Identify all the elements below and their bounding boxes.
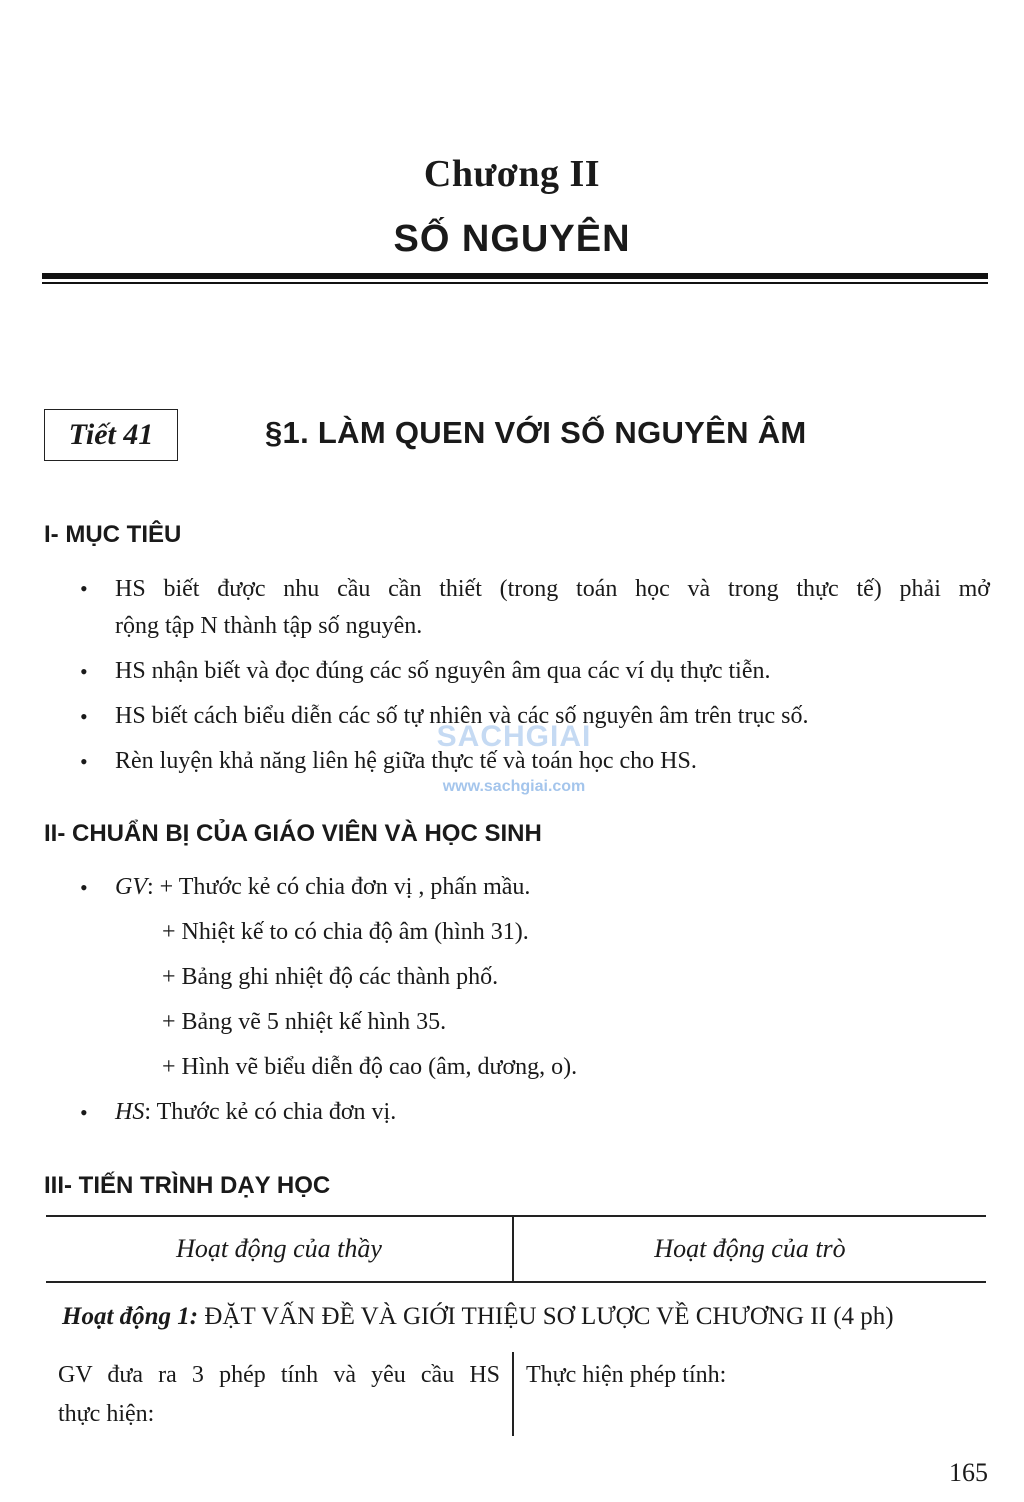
teacher-activity-text-continued: thực hiện: xyxy=(58,1401,155,1427)
hs-prep-line xyxy=(115,1093,396,1131)
chapter-divider-thin xyxy=(42,282,988,284)
chapter-title: SỐ NGUYÊN xyxy=(393,218,631,260)
chapter-label: Chương II xyxy=(423,153,601,195)
hs-label: HS xyxy=(115,1099,145,1125)
bullet-icon: • xyxy=(80,704,88,729)
table-top-border xyxy=(46,1215,986,1217)
objective-item-continued: rộng tập N thành tập số nguyên. xyxy=(115,613,423,639)
hs-prep-item: : Thước kẻ có chia đơn vị. xyxy=(144,1099,397,1125)
lesson-title: §1. LÀM QUEN VỚI SỐ NGUYÊN ÂM xyxy=(265,415,807,450)
gv-prep-item: + Bảng vẽ 5 nhiệt kế hình 35. xyxy=(162,1009,447,1035)
activity-label: Hoạt động 1: xyxy=(62,1303,199,1330)
section-heading-preparation: II- CHUẨN BỊ CỦA GIÁO VIÊN VÀ HỌC SINH xyxy=(44,820,542,847)
objective-item: HS biết được nhu cầu cần thiết (trong toán học và trong thực tế) phải mở xyxy=(115,576,990,602)
bullet-icon: • xyxy=(80,1100,88,1125)
table-header-teacher: Hoạt động của thầy xyxy=(176,1234,382,1263)
page-number: 165 xyxy=(949,1458,988,1487)
gv-label: GV xyxy=(115,874,147,900)
bullet-icon: • xyxy=(80,659,88,684)
teacher-activity-text: GV đưa ra 3 phép tính và yêu cầu HS xyxy=(58,1362,500,1388)
objective-item: Rèn luyện khả năng liên hệ giữa thực tế và toán học cho HS. xyxy=(115,748,697,774)
bullet-icon: • xyxy=(80,576,88,601)
chapter-divider xyxy=(42,273,988,279)
table-header-student: Hoạt động của trò xyxy=(654,1234,846,1263)
watermark-logo: SACHGIAI xyxy=(436,720,592,753)
activity-title: ĐẶT VẤN ĐỀ VÀ GIỚI THIỆU SƠ LƯỢC VỀ CHƯƠNG II (4 ph) xyxy=(198,1303,894,1330)
bullet-icon: • xyxy=(80,875,88,900)
section-heading-procedure: III- TIẾN TRÌNH DẠY HỌC xyxy=(44,1172,331,1199)
gv-prep-line xyxy=(115,868,530,906)
bullet-icon: • xyxy=(80,749,88,774)
activity-row-title xyxy=(62,1303,894,1331)
objective-item: HS nhận biết và đọc đúng các số nguyên âm qua các ví dụ thực tiễn. xyxy=(115,658,771,684)
gv-prep-item: + Nhiệt kế to có chia độ âm (hình 31). xyxy=(162,919,529,945)
table-header-border xyxy=(46,1281,986,1283)
gv-prep-item: : + Thước kẻ có chia đơn vị , phấn mầu. xyxy=(147,874,531,900)
gv-prep-item: + Hình vẽ biểu diễn độ cao (âm, dương, o). xyxy=(162,1054,578,1080)
student-activity-text: Thực hiện phép tính: xyxy=(526,1362,727,1388)
watermark-url: www.sachgiai.com xyxy=(442,778,586,795)
lesson-period-box: Tiết 41 xyxy=(44,409,178,461)
gv-prep-item: + Bảng ghi nhiệt độ các thành phố. xyxy=(162,964,499,990)
section-heading-objectives: I- MỤC TIÊU xyxy=(44,521,182,548)
objective-item: HS biết cách biểu diễn các số tự nhiên và các số nguyên âm trên trục số. xyxy=(115,703,809,729)
table-column-divider xyxy=(512,1352,514,1436)
